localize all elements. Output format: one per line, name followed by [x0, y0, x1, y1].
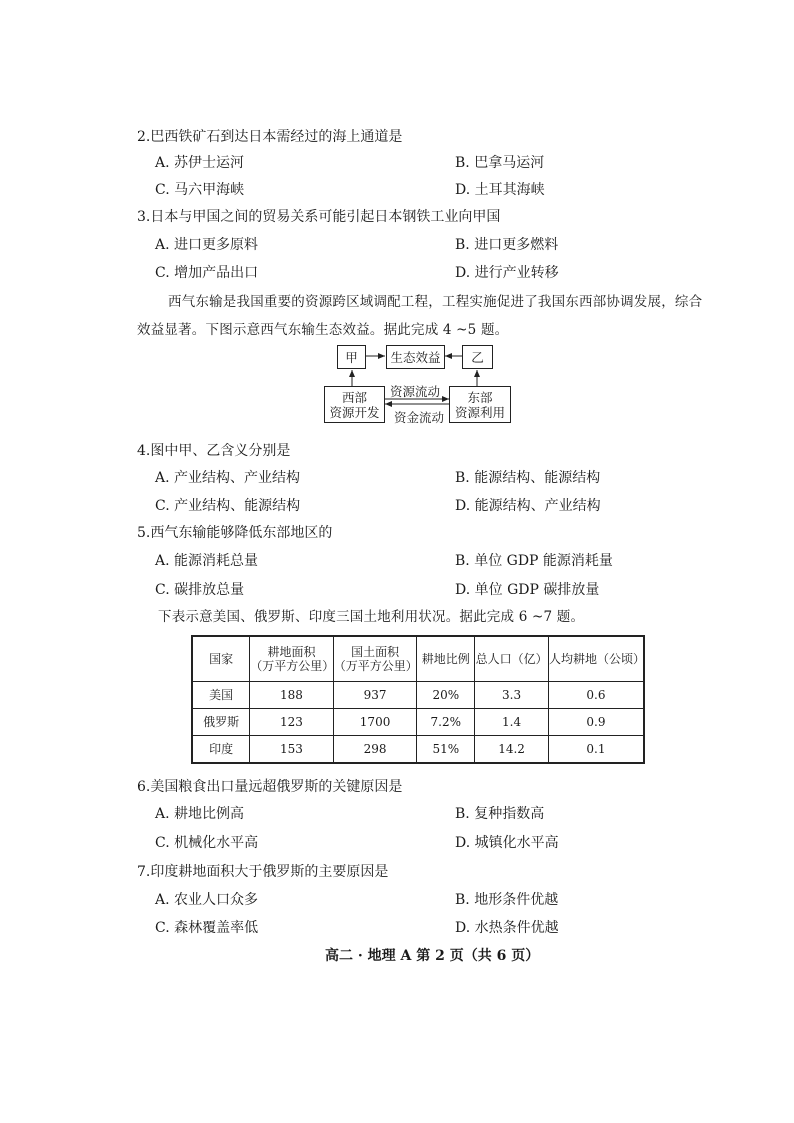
header-country: 国家	[192, 636, 250, 682]
diagram-box-benefit	[386, 345, 445, 369]
diagram-west-line-2: 资源开发	[329, 404, 380, 420]
question-2-option-c: C. 马六甲海峡	[155, 182, 245, 198]
header-population: 总人口（亿）	[475, 636, 549, 682]
question-4-option-a: A. 产业结构、产业结构	[155, 470, 301, 486]
question-5-option-a: A. 能源消耗总量	[155, 553, 259, 569]
question-5-option-d: D. 单位 GDP 碳排放量	[455, 582, 600, 598]
diagram-jia-label: 甲	[345, 349, 358, 365]
question-5-option-b: B. 单位 GDP 能源消耗量	[455, 553, 613, 569]
question-6-stem: 6.美国粮食出口量远超俄罗斯的关键原因是	[137, 779, 403, 795]
question-4-option-c: C. 产业结构、能源结构	[155, 498, 301, 514]
question-5-stem: 5.西气东输能够降低东部地区的	[137, 525, 333, 541]
question-7-option-a: A. 农业人口众多	[155, 892, 259, 908]
question-2-stem: 2.巴西铁矿石到达日本需经过的海上通道是	[137, 129, 403, 145]
diagram-box-west	[324, 386, 385, 423]
question-6-option-a: A. 耕地比例高	[155, 806, 245, 822]
table-cell: 0.9	[548, 709, 644, 736]
question-2-option-d: D. 土耳其海峡	[455, 182, 545, 198]
header-per-capita-arable: 人均耕地（公顷）	[548, 636, 644, 682]
table-cell: 0.6	[548, 682, 644, 709]
intro-6-7: 下表示意美国、俄罗斯、印度三国土地利用状况。据此完成 6 ~7 题。	[158, 609, 585, 625]
table-cell: 51%	[417, 736, 475, 764]
question-2-option-a: A. 苏伊士运河	[155, 155, 245, 171]
question-6-option-c: C. 机械化水平高	[155, 835, 259, 851]
diagram-resource-flow-label: 资源流动	[390, 384, 441, 399]
intro-4-5-line-2: 效益显著。下图示意西气东输生态效益。据此完成 4 ~5 题。	[137, 322, 509, 338]
diagram-box-yi	[462, 345, 493, 369]
question-7-option-c: C. 森林覆盖率低	[155, 920, 259, 936]
table-row	[192, 709, 644, 736]
header-land-area: 国土面积 （万平方公里）	[333, 636, 417, 682]
table-cell: 298	[333, 736, 417, 764]
question-6-option-b: B. 复种指数高	[455, 806, 545, 822]
header-arable-area: 耕地面积 （万平方公里）	[250, 636, 334, 682]
diagram-east-line-2: 资源利用	[454, 404, 505, 420]
question-4-option-d: D. 能源结构、产业结构	[455, 498, 601, 514]
question-5-option-c: C. 碳排放总量	[155, 582, 245, 598]
table-cell: 188	[250, 682, 334, 709]
question-3-option-d: D. 进行产业转移	[455, 265, 559, 281]
table-cell: 1700	[333, 709, 417, 736]
page-footer: 高二 · 地理 A 第 2 页（共 6 页）	[325, 948, 540, 964]
diagram-benefit-label: 生态效益	[390, 349, 441, 365]
table-cell: 美国	[192, 682, 250, 709]
question-2-option-b: B. 巴拿马运河	[455, 155, 545, 171]
table-cell: 7.2%	[417, 709, 475, 736]
diagram-capital-flow-label: 资金流动	[394, 410, 445, 425]
question-4-option-b: B. 能源结构、能源结构	[455, 470, 601, 486]
table-row	[192, 736, 644, 764]
table-cell: 俄罗斯	[192, 709, 250, 736]
question-3-option-a: A. 进口更多原料	[155, 237, 259, 253]
table-cell: 123	[250, 709, 334, 736]
table-cell: 1.4	[475, 709, 549, 736]
question-3-stem: 3.日本与甲国之间的贸易关系可能引起日本钢铁工业向甲国	[137, 209, 501, 225]
diagram-box-jia	[337, 345, 366, 369]
table-row	[192, 682, 644, 709]
question-7-option-d: D. 水热条件优越	[455, 920, 559, 936]
table-cell: 937	[333, 682, 417, 709]
intro-4-5-line-1: 西气东输是我国重要的资源跨区域调配工程，工程实施促进了我国东西部协调发展，综合	[168, 294, 703, 310]
question-3-option-c: C. 增加产品出口	[155, 265, 259, 281]
table-cell: 14.2	[475, 736, 549, 764]
question-7-stem: 7.印度耕地面积大于俄罗斯的主要原因是	[137, 864, 389, 880]
table-cell: 153	[250, 736, 334, 764]
diagram-west-line-1: 西部	[341, 389, 367, 405]
table-cell: 20%	[417, 682, 475, 709]
question-4-stem: 4.图中甲、乙含义分别是	[137, 443, 291, 459]
table-cell: 印度	[192, 736, 250, 764]
table-header-row	[192, 636, 644, 682]
land-use-table	[191, 635, 645, 764]
diagram-east-line-1: 东部	[467, 389, 493, 405]
diagram-yi-label: 乙	[471, 349, 484, 365]
question-7-option-b: B. 地形条件优越	[455, 892, 559, 908]
diagram-box-east	[449, 386, 511, 423]
header-arable-ratio: 耕地比例	[417, 636, 475, 682]
question-3-option-b: B. 进口更多燃料	[455, 237, 559, 253]
table-cell: 0.1	[548, 736, 644, 764]
table-cell: 3.3	[475, 682, 549, 709]
question-6-option-d: D. 城镇化水平高	[455, 835, 559, 851]
